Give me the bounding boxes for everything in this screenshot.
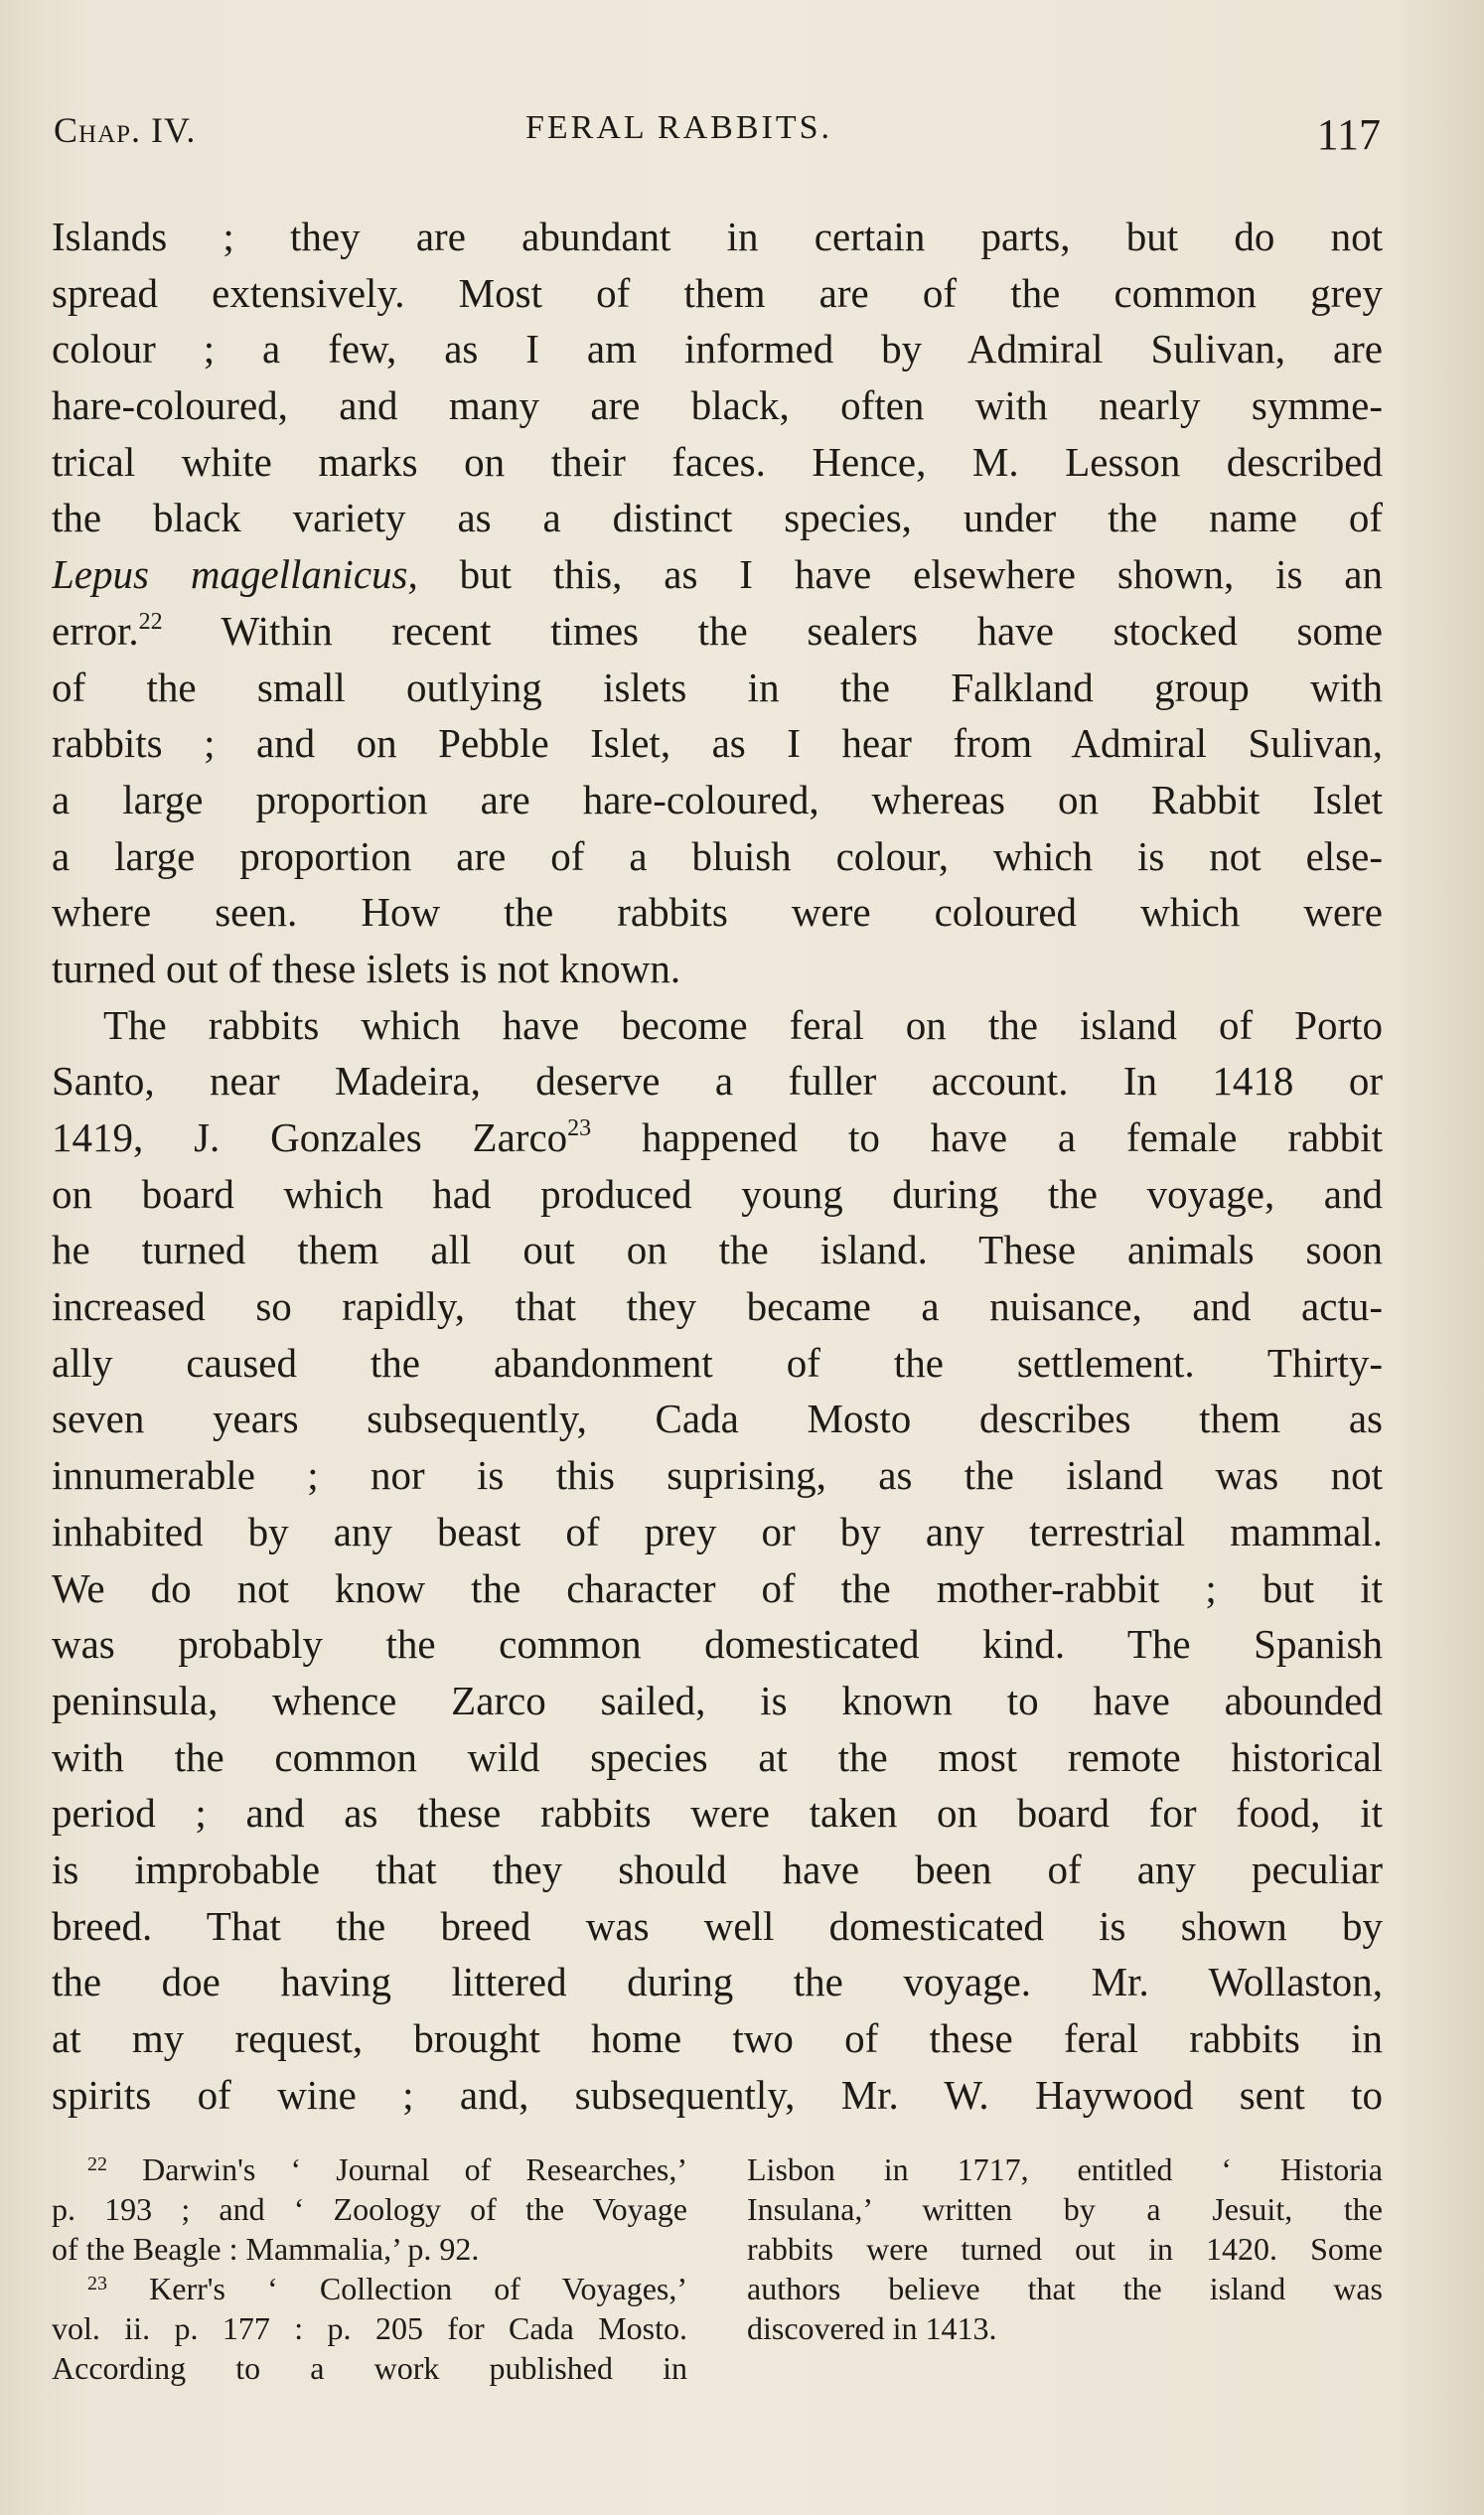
text-line: increased so rapidly, that they became a nuisance, and actu- [52, 1283, 1383, 1330]
footnote-text: Darwin's ‘ Journal of Researches,’ [142, 2151, 688, 2187]
footnote-line: p. 193 ; and ‘ Zoology of the Voyage [52, 2191, 687, 2227]
text-line: with the common wild species at the most remote historical [52, 1733, 1383, 1780]
footnote-line: According to a work published in [52, 2350, 687, 2386]
text-line [52, 603, 1383, 660]
text-line: spread extensively. Most of them are of the common grey [52, 269, 1383, 316]
text-fragment: but this, as I have elsewhere shown, is an [417, 551, 1383, 598]
text-line: seven years subsequently, Cada Mosto describes them as [52, 1396, 1383, 1442]
text-fragment: happened to have a female rabbit [591, 1114, 1383, 1160]
footnote-line: of the Beagle : Mammalia,’ p. 92. [52, 2231, 480, 2267]
footnote-line: authors believe that the island was [747, 2271, 1383, 2306]
text-line: ally caused the abandonment of the settlement. Thirty- [52, 1339, 1383, 1386]
text-fragment: 1419, J. Gonzales Zarco [52, 1114, 568, 1160]
footnote-22-line [52, 2149, 687, 2189]
footnote-23-line [52, 2269, 687, 2308]
text-line: at my request, brought home two of these feral rabbits in [52, 2015, 1383, 2061]
text-line: Santo, near Madeira, deserve a fuller account. In 1418 or [52, 1058, 1383, 1105]
footnote-number: 23 [87, 2273, 107, 2294]
text-line: the doe having littered during the voyage. Mr. Wollaston, [52, 1959, 1383, 2005]
text-line: innumerable ; nor is this suprising, as the island was not [52, 1452, 1383, 1499]
text-line: inhabited by any beast of prey or by any terrestrial mammal. [52, 1508, 1383, 1554]
text-line: hare-coloured, and many are black, often with nearly symme- [52, 382, 1383, 429]
text-line: a large proportion are hare-coloured, whereas on Rabbit Islet [52, 776, 1383, 822]
footnote-ref-23: 23 [567, 1115, 592, 1141]
text-line [52, 546, 1383, 603]
text-line [52, 1110, 1383, 1166]
species-name: Lepus magellanicus, [52, 551, 418, 598]
text-line: is improbable that they should have been of any peculiar [52, 1846, 1383, 1892]
text-line: The rabbits which have become feral on the island of Porto [103, 1001, 1383, 1048]
text-line: the black variety as a distinct species, under the name of [52, 495, 1383, 541]
footnote-line: vol. ii. p. 177 : p. 205 for Cada Mosto. [52, 2310, 687, 2346]
text-line: of the small outlying islets in the Falkland group with [52, 664, 1383, 710]
text-line: We do not know the character of the mother-rabbit ; but it [52, 1564, 1383, 1611]
footnote-line: Lisbon in 1717, entitled ‘ Historia [747, 2151, 1383, 2187]
text-fragment: error. [52, 607, 139, 654]
footnote-line: rabbits were turned out in 1420. Some [747, 2231, 1383, 2267]
footnotes-right-column [747, 2149, 1383, 2348]
text-line: trical white marks on their faces. Hence, M. Lesson described [52, 438, 1383, 485]
page-header [54, 109, 1381, 173]
text-line: spirits of wine ; and, subsequently, Mr. W. Haywood sent to [52, 2071, 1383, 2118]
footnote-line: discovered in 1413. [747, 2310, 997, 2346]
page-number: 117 [1316, 110, 1381, 159]
footnote-text: Kerr's ‘ Collection of Voyages,’ [149, 2271, 688, 2306]
text-line: colour ; a few, as I am informed by Admiral Sulivan, are [52, 326, 1383, 372]
text-line: breed. That the breed was well domesticated is shown by [52, 1902, 1383, 1949]
footnote-number: 22 [87, 2153, 107, 2175]
footnote-line: Insulana,’ written by a Jesuit, the [747, 2191, 1383, 2227]
text-line: on board which had produced young during the voyage, and [52, 1170, 1383, 1217]
running-title: FERAL RABBITS. [525, 109, 833, 146]
text-line: rabbits ; and on Pebble Islet, as I hear from Admiral Sulivan, [52, 720, 1383, 767]
text-line: was probably the common domesticated kind. The Spanish [52, 1621, 1383, 1668]
text-line: turned out of these islets is not known. [52, 945, 681, 991]
footnotes-left-column [52, 2149, 687, 2388]
body-text [52, 209, 1383, 2123]
paragraph-2 [52, 997, 1383, 2124]
chapter-label: Chap. IV. [54, 110, 197, 150]
paragraph-1 [52, 209, 1383, 997]
text-line: he turned them all out on the island. These animals soon [52, 1227, 1383, 1273]
text-line: period ; and as these rabbits were taken on board for food, it [52, 1790, 1383, 1837]
text-line: Islands ; they are abundant in certain parts, but do not [52, 214, 1383, 259]
footnote-ref-22: 22 [138, 608, 163, 635]
text-line: where seen. How the rabbits were coloured which were [52, 889, 1383, 936]
text-line: a large proportion are of a bluish colour, which is not else- [52, 832, 1383, 879]
text-line: peninsula, whence Zarco sailed, is known to have abounded [52, 1677, 1383, 1723]
text-fragment: Within recent times the sealers have stocked some [162, 607, 1383, 654]
